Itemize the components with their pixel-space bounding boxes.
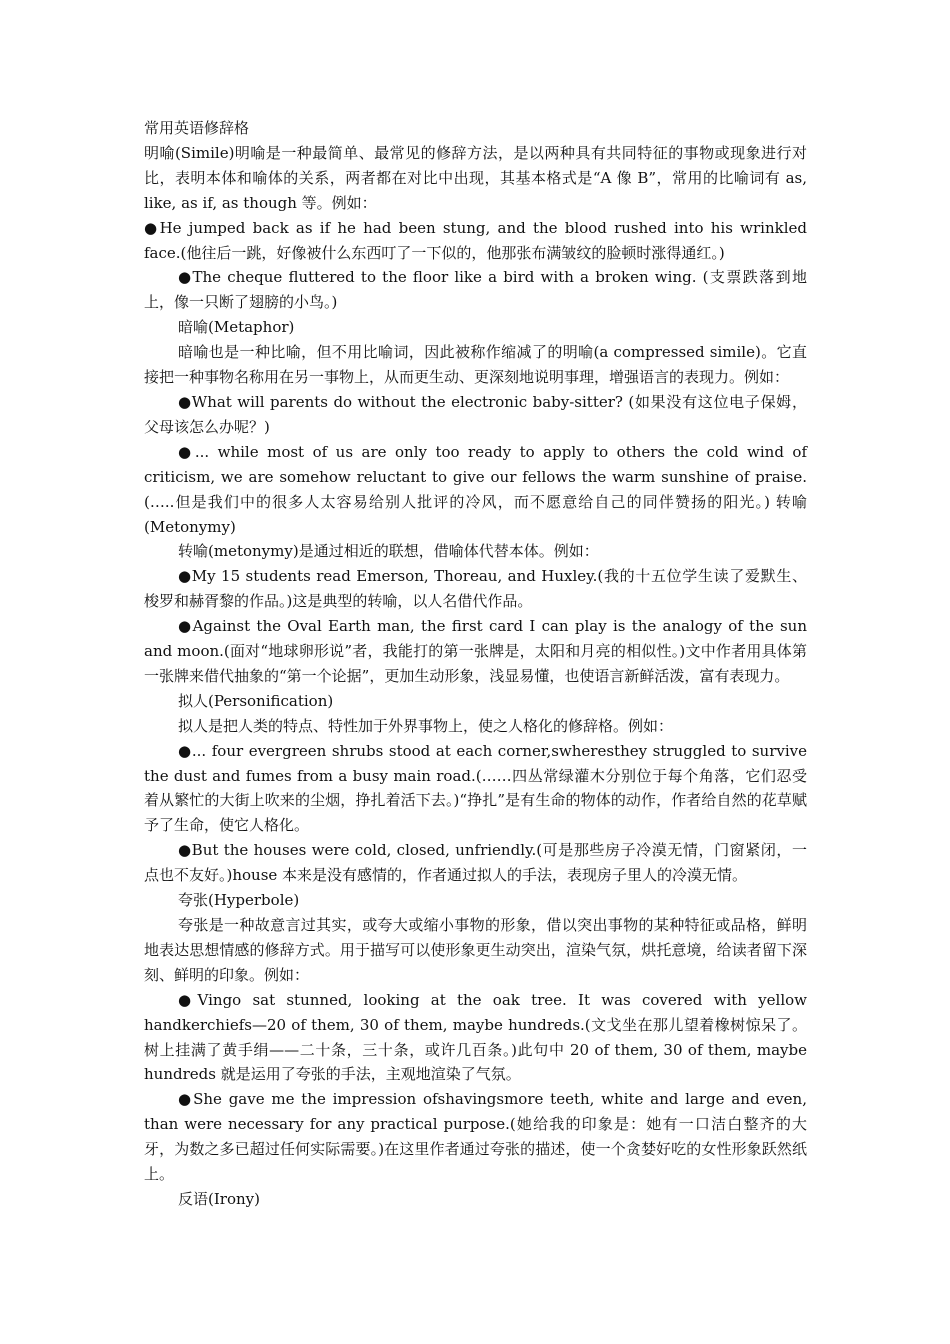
section-heading: 暗喻(Metaphor): [178, 318, 295, 337]
paragraph: ●What will parents do without the electronic baby-sitter? (如果没有这位电子保姆，父母该怎么办呢？): [144, 392, 807, 436]
paragraph: ●... while most of us are only too ready to apply to others the cold wind of criticism, we are somehow reluctant to give our fellows the warm sunshine of praise.(…..但是我们中的很多人太容易给别人批评的冷风，而不愿意给自己的同伴赞扬的阳光。) 转喻(Metonymy): [144, 442, 807, 536]
paragraph: 暗喻也是一种比喻，但不用比喻词，因此被称作缩减了的明喻(a compressed simile)。它直接把一种事物名称用在另一事物上，从而更生动、更深刻地说明事理，增强语言的表现力。例如：: [144, 343, 807, 387]
section-heading: 反语(Irony): [178, 1189, 260, 1208]
section-heading: 拟人(Personification): [178, 691, 334, 710]
paragraph: ●... four evergreen shrubs stood at each corner,swheresthey struggled to survive the dust and fumes from a busy main road.(……四丛常绿灌木分别位于每个角落，它们忍受着从繁忙的大街上吹来的尘烟，挣扎着活下去。)“挣扎”是有生命的物体的动作，作者给自然的花草赋予了生命，使它人格化。: [144, 741, 807, 835]
paragraph: ●She gave me the impression ofshavingsmore teeth, white and large and even, than were necessary for any practical purpose.(她给我的印象是：她有一口洁白整齐的大牙，为数之多已超过任何实际需要。)在这里作者通过夸张的描述，使一个贪婪好吃的女性形象跃然纸上。: [144, 1090, 807, 1184]
paragraph: ●The cheque fluttered to the floor like a bird with a broken wing. (支票跌落到地上，像一只断了翅膀的小鸟。): [144, 268, 807, 312]
document-page: [144, 116, 807, 1212]
paragraph: ●Against the Oval Earth man, the first card I can play is the analogy of the sun and moon.(面对“地球卵形说”者，我能打的第一张牌是，太阳和月亮的相似性。)文中作者用具体第一张牌来借代抽象的“第一个论据”，更加生动形象，浅显易懂，也使语言新鲜活泼，富有表现力。: [144, 617, 807, 685]
document-title: 常用英语修辞格: [144, 119, 250, 137]
paragraph: ●Vingo sat stunned, looking at the oak tree. It was covered with yellow handkerchiefs—20 of them, 30 of them, maybe hundreds.(文戈坐在那儿望着橡树惊呆了。树上挂满了黄手绢——二十条，三十条，或许几百条。)此句中 20 of them, 30 of them, maybe hundreds 就是运用了夸张的手法，主观地渲染了气氛。: [144, 990, 807, 1084]
paragraph: 拟人是把人类的特点、特性加于外界事物上，使之人格化的修辞格。例如：: [178, 716, 674, 735]
paragraph: 转喻(metonymy)是通过相近的联想，借喻体代替本体。例如：: [178, 542, 599, 561]
paragraph: 夸张是一种故意言过其实，或夸大或缩小事物的形象，借以突出事物的某种特征或品格，鲜明地表达思想情感的修辞方式。用于描写可以使形象更生动突出，渲染气氛，烘托意境，给读者留下深刻、鲜明的印象。例如：: [144, 916, 807, 984]
paragraph: ●My 15 students read Emerson, Thoreau, and Huxley.(我的十五位学生读了爱默生、梭罗和赫胥黎的作品。)这是典型的转喻，以人名借代作品。: [144, 567, 807, 611]
paragraph: ●But the houses were cold, closed, unfriendly.(可是那些房子冷漠无情，门窗紧闭，一点也不友好。)house 本来是没有感情的，作者通过拟人的手法，表现房子里人的冷漠无情。: [144, 841, 807, 885]
section-heading: 夸张(Hyperbole): [178, 891, 300, 910]
document-body: [144, 141, 807, 1212]
paragraph: ●He jumped back as if he had been stung, and the blood rushed into his wrinkled face.(他往后一跳，好像被什么东西叮了一下似的，他那张布满皱纹的脸顿时涨得通红。): [144, 218, 807, 262]
paragraph: 明喻(Simile)明喻是一种最简单、最常见的修辞方法，是以两种具有共同特征的事物或现象进行对比，表明本体和喻体的关系，两者都在对比中出现，其基本格式是“A 像 B”，常用的比喻词有 as, like, as if, as though 等。例如：: [144, 143, 807, 212]
